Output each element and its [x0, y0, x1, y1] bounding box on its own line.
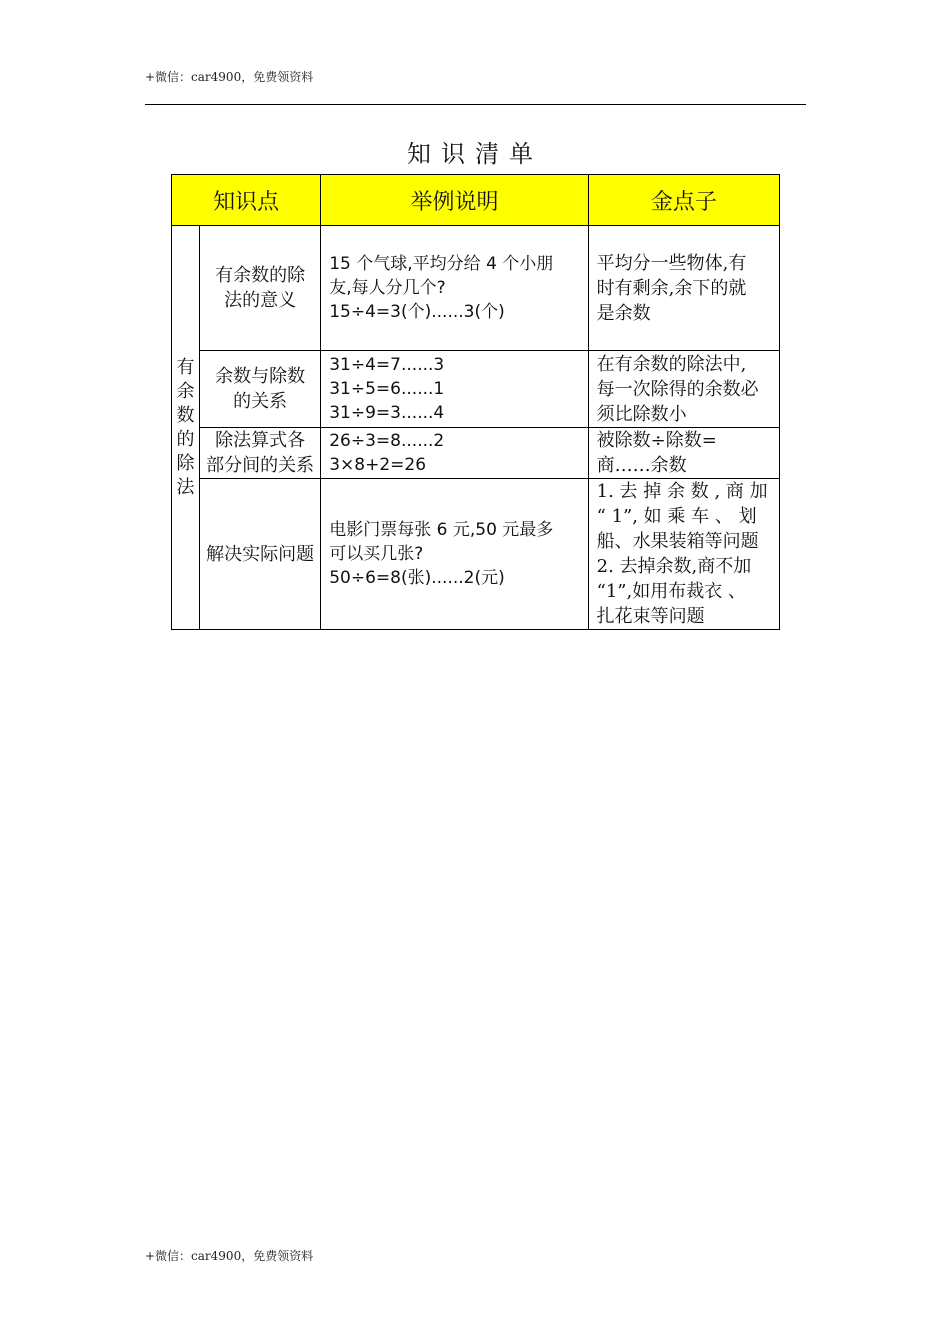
tip-line: 时有剩余,余下的就: [596, 277, 747, 299]
tip-line: “ 1”, 如 乘 车 、 划: [596, 506, 757, 527]
header-note: +微信：car4900，免费领资料: [145, 70, 314, 84]
tip-line: 1. 去 掉 余 数 , 商 加: [596, 481, 768, 502]
tip-line: 2. 去掉余数,商不加: [596, 556, 752, 577]
knowledge-table: [171, 174, 780, 630]
knowledge-point-cell: [200, 479, 321, 630]
table-row: [172, 226, 780, 351]
example-line: 31÷4=7......3: [329, 355, 445, 375]
example-cell: [321, 226, 588, 351]
knowledge-point-cell: [200, 428, 321, 479]
tip-cell: [588, 351, 779, 428]
page-title: 知识清单: [407, 140, 543, 168]
example-cell: [321, 428, 588, 479]
tip-line: “1”,如用布裁衣 、: [596, 581, 746, 602]
knowledge-point-cell: [200, 226, 321, 351]
example-line: 15÷4=3(个)......3(个): [329, 302, 505, 322]
tip-line: 船、水果装箱等问题: [596, 531, 759, 552]
header-knowledge-point: 知识点: [172, 175, 321, 226]
knowledge-point-line: 解决实际问题: [206, 543, 315, 565]
header-rule: [145, 104, 806, 105]
knowledge-point-line: 除法算式各: [215, 430, 306, 451]
category-label: 有余数的除法: [176, 356, 195, 498]
example-line: 友,每人分几个?: [329, 278, 446, 298]
example-line: 电影门票每张 6 元,50 元最多: [329, 520, 554, 540]
example-cell: [321, 479, 588, 630]
category-cell: [172, 226, 200, 630]
tip-cell: [588, 226, 779, 351]
tip-line: 平均分一些物体,有: [596, 252, 747, 274]
example-line: 31÷9=3......4: [329, 403, 445, 423]
knowledge-point-line: 有余数的除: [215, 265, 306, 286]
tip-line: 是余数: [596, 302, 651, 324]
table-row: [172, 479, 780, 630]
table-row: [172, 428, 780, 479]
knowledge-point-line: 余数与除数: [215, 366, 306, 387]
footer-note: +微信：car4900，免费领资料: [145, 1249, 314, 1263]
table-header-row: [172, 175, 780, 226]
example-cell: [321, 351, 588, 428]
example-line: 可以买几张?: [329, 544, 424, 564]
tip-line: 扎花束等问题: [596, 606, 705, 627]
example-line: 31÷5=6......1: [329, 379, 445, 399]
header-example: 举例说明: [321, 175, 588, 226]
tip-cell: [588, 479, 779, 630]
tip-line: 被除数÷除数=: [596, 430, 717, 451]
example-line: 15 个气球,平均分给 4 个小朋: [329, 254, 554, 274]
header-tip: 金点子: [588, 175, 779, 226]
tip-line: 每一次除得的余数必: [596, 378, 759, 400]
tip-line: 在有余数的除法中,: [596, 353, 747, 375]
example-line: 3×8+2=26: [329, 455, 427, 475]
knowledge-point-line: 部分间的关系: [206, 455, 315, 476]
tip-line: 须比除数小: [596, 403, 687, 425]
knowledge-point-cell: [200, 351, 321, 428]
table-row: [172, 351, 780, 428]
tip-line: 商……余数: [596, 455, 687, 476]
knowledge-point-line: 法的意义: [224, 290, 297, 311]
tip-cell: [588, 428, 779, 479]
knowledge-point-line: 的关系: [233, 391, 288, 412]
example-line: 26÷3=8......2: [329, 431, 445, 451]
example-line: 50÷6=8(张)......2(元): [329, 568, 505, 588]
